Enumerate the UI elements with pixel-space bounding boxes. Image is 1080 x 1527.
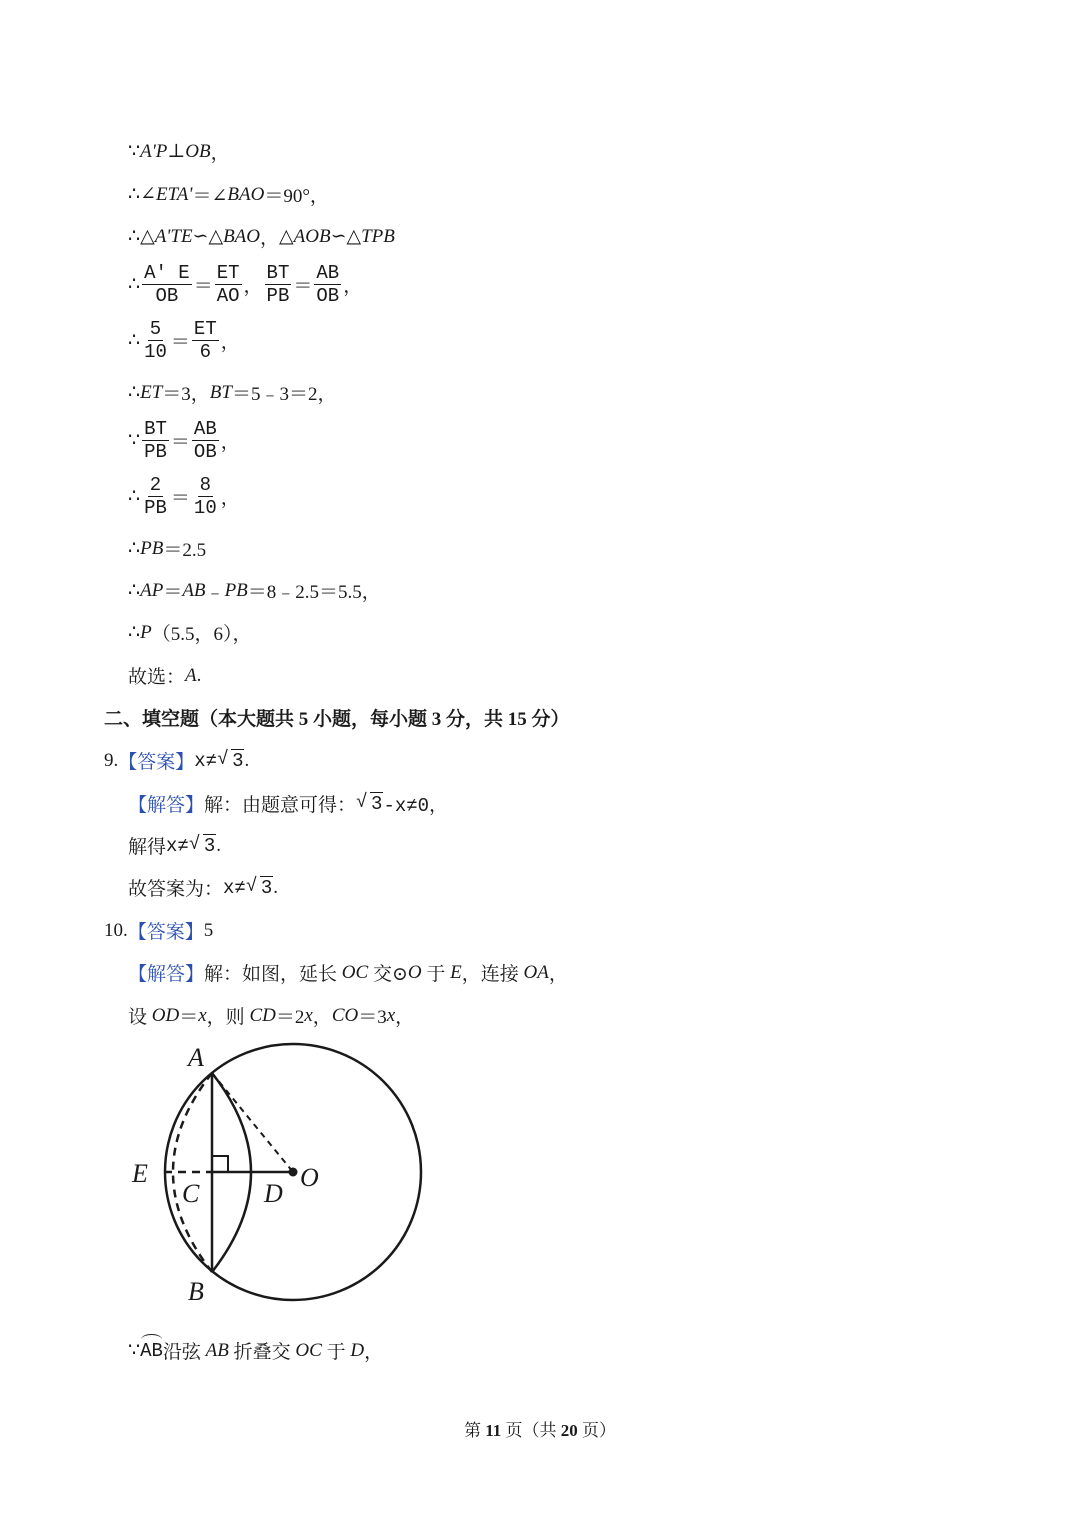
line-ratio-2: ∴ $\frac{5}{10}$ ＝ $\frac{ET}{6}$ ， bbox=[128, 318, 240, 363]
line-ratio-1: ∴ $\frac{A' E}{OB}$ ＝ $\frac{ET}{AO}$ ， $\frac{BT}{PB}$ ＝ $\frac{AB}{OB}$ ， bbox=[128, 262, 363, 307]
fraction: $\frac{BT}{PB}$ bbox=[266, 262, 290, 307]
line-perpendicular: ∵ A'P ⊥ OB ， bbox=[128, 140, 230, 164]
line-point-p: ∴ P （5.5，6）， bbox=[128, 621, 252, 645]
label-e: E bbox=[132, 1159, 148, 1188]
line-similar: ∴ △A'TE∽△BAO ， △AOB∽△TPB bbox=[128, 226, 395, 249]
line-angle: ∴ ∠ETA' ＝∠ BAO ＝90°， bbox=[128, 183, 329, 207]
line-pb: ∴ PB ＝2.5 bbox=[128, 537, 207, 561]
sqrt-symbol: √ 3 bbox=[356, 790, 383, 815]
center-dot bbox=[289, 1168, 298, 1177]
line-et-bt: ∴ ET ＝3， BT ＝5﹣3＝2， bbox=[128, 381, 337, 405]
fraction: $\frac{5}{10}$ bbox=[144, 318, 167, 363]
question-9-answer: 9. 【答案】 x≠ √ 3 . bbox=[104, 747, 250, 773]
question-9-result: 解得 x≠ √ 3 . bbox=[128, 832, 221, 858]
label-b: B bbox=[188, 1277, 204, 1306]
question-10-solution: 【解答】 解：如图，延长 OC 交⊙ O 于 E ，连接 OA ， bbox=[128, 961, 568, 985]
label-o: O bbox=[300, 1163, 319, 1192]
arc-symbol: AB bbox=[140, 1339, 163, 1362]
fraction: $\frac{8}{10}$ bbox=[193, 474, 217, 519]
line-ap: ∴ AP ＝ AB ﹣ PB ＝8﹣2.5＝5.5， bbox=[128, 579, 381, 603]
sqrt-symbol: √ 3 bbox=[217, 747, 244, 772]
sqrt-symbol: √ 3 bbox=[245, 874, 273, 899]
question-10-fold: ∵ AB 沿弦 AB 折叠交 OC 于 D ， bbox=[128, 1339, 384, 1363]
fraction: $\frac{2}{PB}$ bbox=[144, 474, 167, 519]
section-heading: 二、填空题（本大题共 5 小题，每小题 3 分，共 15 分） bbox=[104, 709, 570, 730]
circle-fold-figure bbox=[128, 1040, 428, 1312]
question-9-solution: 【解答】 解：由题意可得： √ 3 -x≠0， bbox=[128, 790, 449, 817]
line-choice: 故选： A . bbox=[128, 664, 202, 688]
question-9-final: 故答案为： x≠ √ 3 . bbox=[128, 874, 278, 900]
question-10-answer: 10. 【答案】 5 bbox=[104, 919, 214, 943]
line-ratio-4: ∴ $\frac{2}{PB}$ ＝ $\frac{8}{10}$ ， bbox=[128, 474, 240, 519]
fraction: $\frac{ET}{AO}$ bbox=[216, 262, 240, 307]
label-d: D bbox=[264, 1179, 283, 1208]
sqrt-symbol: √ 3 bbox=[188, 832, 216, 857]
page-footer: 第 11 页（共 20 页） bbox=[463, 1421, 617, 1440]
fraction: $\frac{ET}{6}$ bbox=[193, 318, 217, 363]
line-ratio-3: ∵ $\frac{BT}{PB}$ ＝ $\frac{AB}{OB}$ ， bbox=[128, 418, 240, 463]
label-c: C bbox=[182, 1179, 200, 1208]
label-a: A bbox=[188, 1043, 204, 1072]
fraction: $\frac{AB}{OB}$ bbox=[193, 418, 217, 463]
fraction: $\frac{A' E}{OB}$ bbox=[144, 262, 190, 307]
question-10-setup: 设 OD ＝ x ，则 CD ＝2 x ， CO ＝3 x ， bbox=[128, 1004, 415, 1028]
fraction: $\frac{BT}{PB}$ bbox=[144, 418, 167, 463]
right-angle-mark bbox=[212, 1156, 228, 1172]
fraction: $\frac{AB}{OB}$ bbox=[316, 262, 340, 307]
